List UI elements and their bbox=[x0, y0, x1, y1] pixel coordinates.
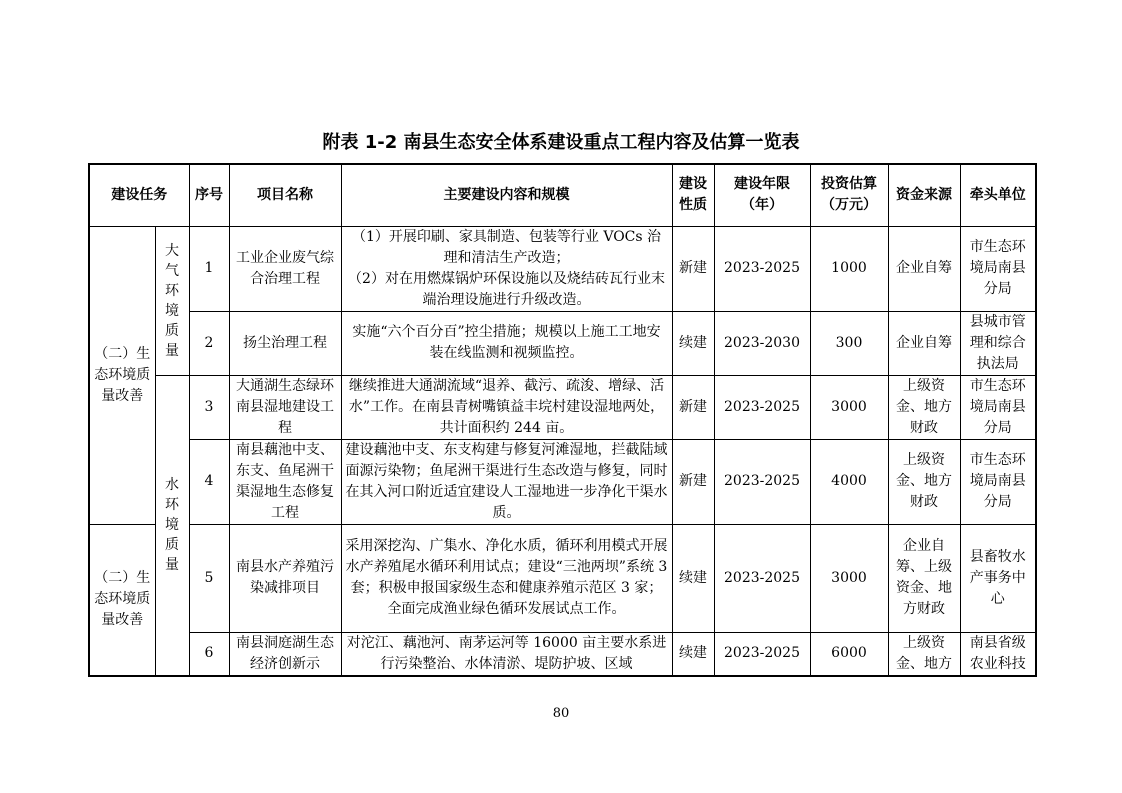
page-number: 80 bbox=[552, 706, 570, 721]
source-cell: 企业自筹、上级资金、地方财政 bbox=[888, 524, 960, 632]
unit-cell: 县城市管理和综合执法局 bbox=[960, 311, 1036, 375]
content-cell: 对沱江、藕池河、南茅运河等 16000 亩主要水系进行污染整治、水体清淤、堤防护坡、区域 bbox=[341, 632, 672, 676]
nature-cell: 续建 bbox=[672, 311, 714, 375]
project-name-cell: 扬尘治理工程 bbox=[229, 311, 341, 375]
header-content: 主要建设内容和规模 bbox=[341, 164, 672, 226]
seq-cell: 3 bbox=[189, 375, 229, 439]
nature-cell: 新建 bbox=[672, 226, 714, 311]
table-row bbox=[89, 524, 1036, 632]
unit-cell: 南县省级农业科技 bbox=[960, 632, 1036, 676]
nature-cell: 续建 bbox=[672, 632, 714, 676]
period-cell: 2023-2025 bbox=[714, 524, 810, 632]
table-row bbox=[89, 439, 1036, 524]
project-name-cell: 南县藕池中支、东支、鱼尾洲干渠湿地生态修复工程 bbox=[229, 439, 341, 524]
table-row bbox=[89, 311, 1036, 375]
subcategory-cell: 大气环境质量 bbox=[155, 226, 189, 375]
unit-cell: 市生态环境局南县分局 bbox=[960, 226, 1036, 311]
header-period: 建设年限（年） bbox=[714, 164, 810, 226]
invest-cell: 3000 bbox=[810, 375, 888, 439]
unit-cell: 市生态环境局南县分局 bbox=[960, 439, 1036, 524]
source-cell: 上级资金、地方 bbox=[888, 632, 960, 676]
invest-cell: 300 bbox=[810, 311, 888, 375]
invest-cell: 3000 bbox=[810, 524, 888, 632]
project-table bbox=[88, 163, 1037, 677]
source-cell: 企业自筹 bbox=[888, 311, 960, 375]
content-cell: 继续推进大通湖流域“退养、截污、疏浚、增绿、活水”工作。在南县青树嘴镇益丰垸村建设湿地两处，共计面积约 244 亩。 bbox=[341, 375, 672, 439]
period-cell: 2023-2030 bbox=[714, 311, 810, 375]
page-title: 附表 1-2 南县生态安全体系建设重点工程内容及估算一览表 bbox=[322, 132, 800, 153]
project-name-cell: 工业企业废气综合治理工程 bbox=[229, 226, 341, 311]
content-cell: 建设藕池中支、东支构建与修复河滩湿地，拦截陆域面源污染物；鱼尾洲干渠进行生态改造与修复，同时在其入河口附近适宜建设人工湿地进一步净化干渠水质。 bbox=[341, 439, 672, 524]
project-name-cell: 大通湖生态绿环南县湿地建设工程 bbox=[229, 375, 341, 439]
header-task: 建设任务 bbox=[89, 164, 189, 226]
header-nature: 建设性质 bbox=[672, 164, 714, 226]
subcategory-cell: 水环境质量 bbox=[155, 375, 189, 676]
header-source: 资金来源 bbox=[888, 164, 960, 226]
period-cell: 2023-2025 bbox=[714, 375, 810, 439]
nature-cell: 续建 bbox=[672, 524, 714, 632]
unit-cell: 县畜牧水产事务中心 bbox=[960, 524, 1036, 632]
period-cell: 2023-2025 bbox=[714, 439, 810, 524]
source-cell: 企业自筹 bbox=[888, 226, 960, 311]
header-unit: 牵头单位 bbox=[960, 164, 1036, 226]
nature-cell: 新建 bbox=[672, 375, 714, 439]
source-cell: 上级资金、地方财政 bbox=[888, 439, 960, 524]
period-cell: 2023-2025 bbox=[714, 226, 810, 311]
table-row bbox=[89, 632, 1036, 676]
unit-cell: 市生态环境局南县分局 bbox=[960, 375, 1036, 439]
header-invest: 投资估算（万元） bbox=[810, 164, 888, 226]
nature-cell: 新建 bbox=[672, 439, 714, 524]
seq-cell: 2 bbox=[189, 311, 229, 375]
table-row bbox=[89, 375, 1036, 439]
task-group-cell: （二）生态环境质量改善 bbox=[89, 226, 155, 524]
header-name: 项目名称 bbox=[229, 164, 341, 226]
header-row bbox=[89, 164, 1036, 226]
project-name-cell: 南县洞庭湖生态经济创新示 bbox=[229, 632, 341, 676]
content-cell: 实施“六个百分百”控尘措施；规模以上施工工地安装在线监测和视频监控。 bbox=[341, 311, 672, 375]
invest-cell: 1000 bbox=[810, 226, 888, 311]
seq-cell: 1 bbox=[189, 226, 229, 311]
header-seq: 序号 bbox=[189, 164, 229, 226]
source-cell: 上级资金、地方财政 bbox=[888, 375, 960, 439]
seq-cell: 6 bbox=[189, 632, 229, 676]
invest-cell: 6000 bbox=[810, 632, 888, 676]
table-row bbox=[89, 226, 1036, 311]
content-cell: （1）开展印刷、家具制造、包装等行业 VOCs 治理和清洁生产改造； （2）对在用燃煤锅炉环保设施以及烧结砖瓦行业末端治理设施进行升级改造。 bbox=[341, 226, 672, 311]
invest-cell: 4000 bbox=[810, 439, 888, 524]
seq-cell: 4 bbox=[189, 439, 229, 524]
project-name-cell: 南县水产养殖污染减排项目 bbox=[229, 524, 341, 632]
content-cell: 采用深挖沟、广集水、净化水质，循环利用模式开展水产养殖尾水循环利用试点；建设“三池两坝”系统 3 套；积极申报国家级生态和健康养殖示范区 3 家；全面完成渔业绿色循环发展试点工作。 bbox=[341, 524, 672, 632]
period-cell: 2023-2025 bbox=[714, 632, 810, 676]
task-group-cell: （二）生态环境质量改善 bbox=[89, 524, 155, 676]
seq-cell: 5 bbox=[189, 524, 229, 632]
